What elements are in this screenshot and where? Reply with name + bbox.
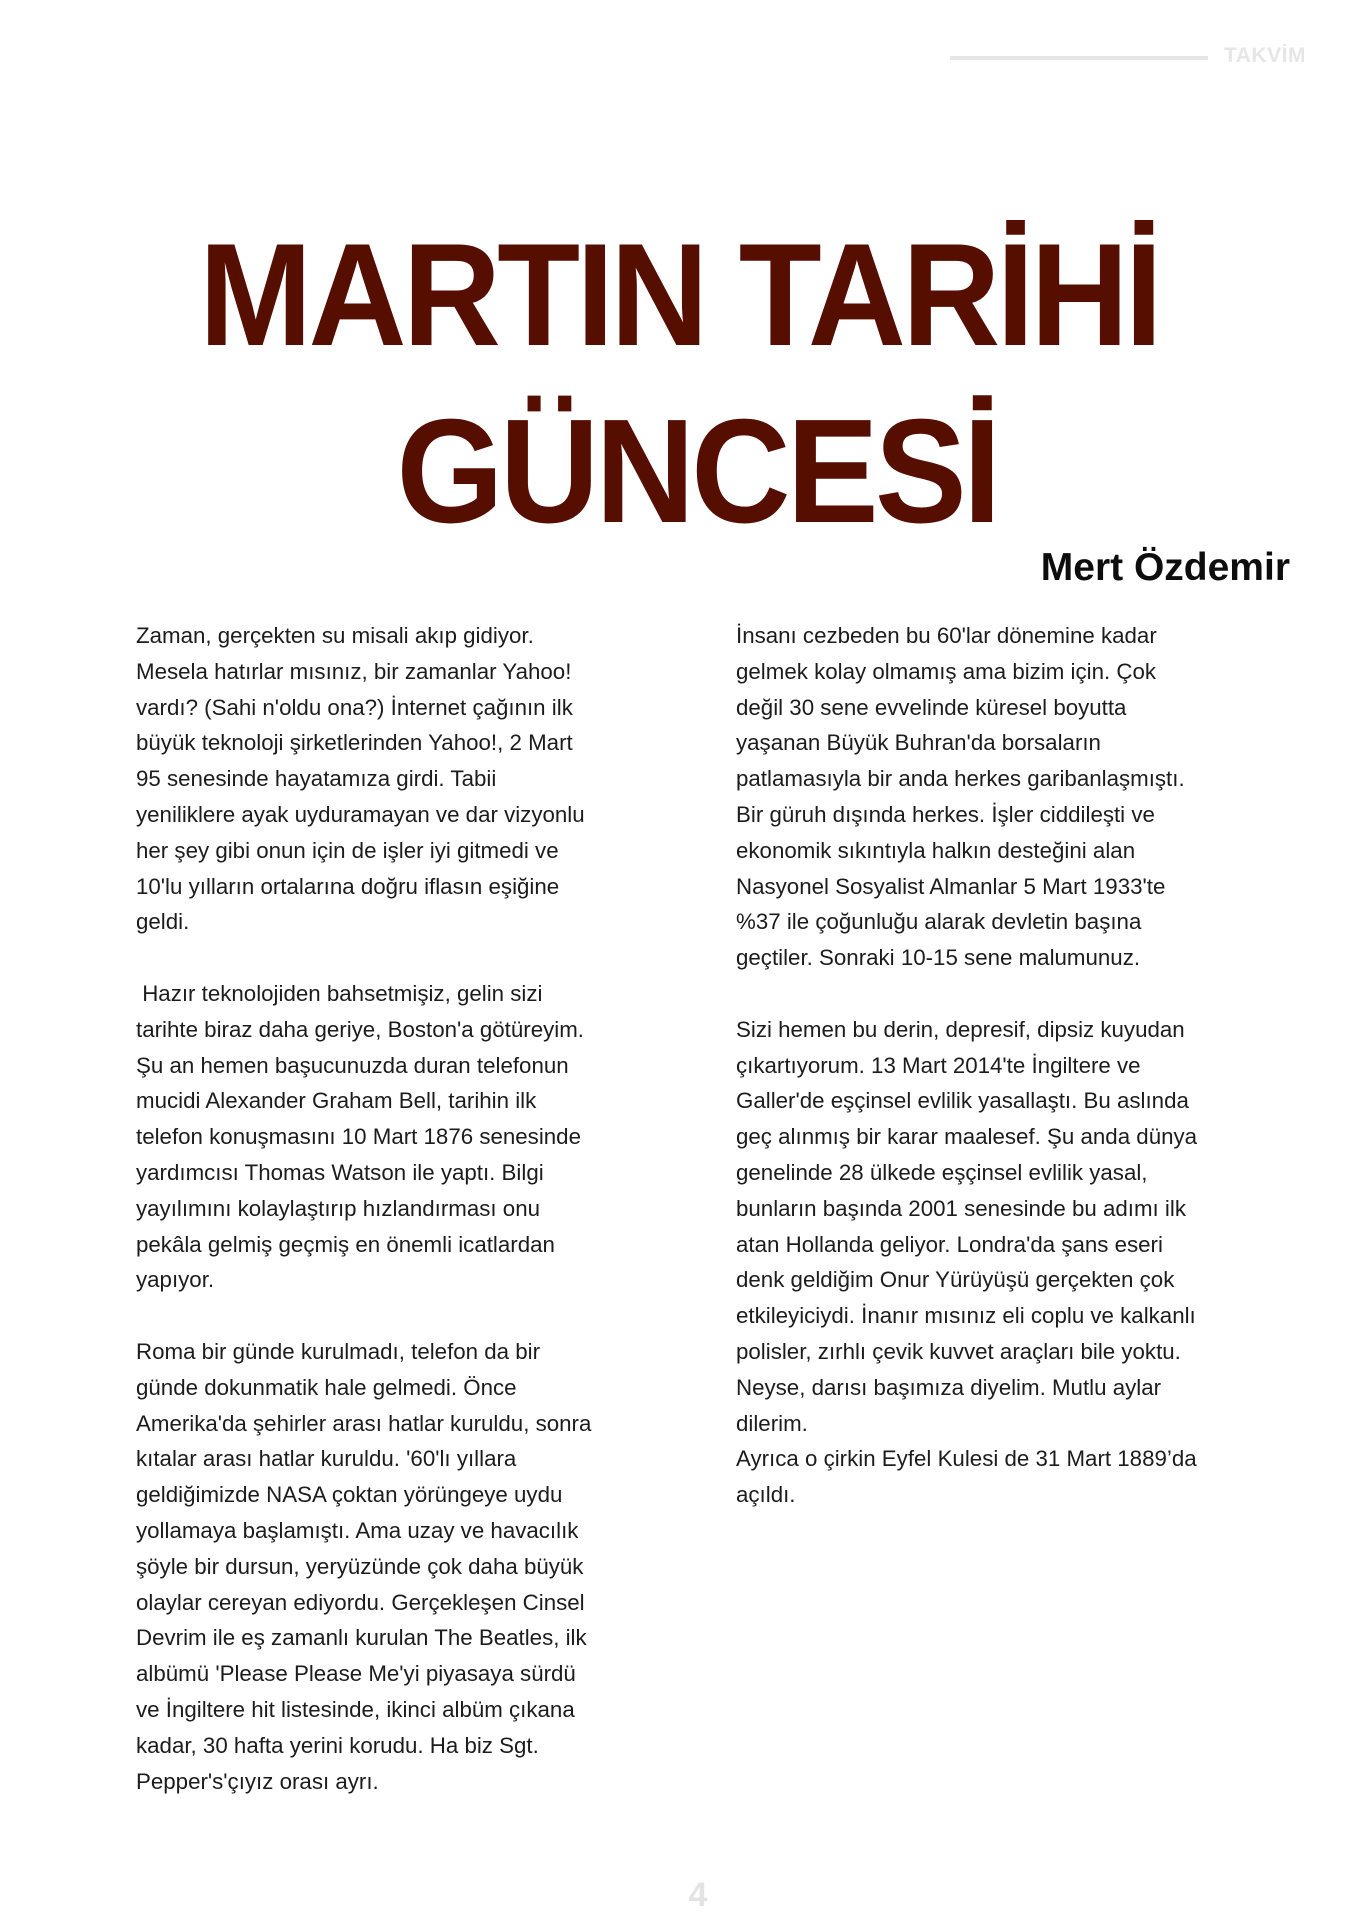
text-line: Galler'de eşçinsel evlilik yasallaştı. Bu aslında [736, 1088, 1189, 1114]
article-title-line-1 [0, 213, 1358, 376]
text-line: geldiğimizde NASA çoktan yörüngeye uydu [136, 1482, 563, 1508]
text-line: Bir güruh dışında herkes. İşler ciddileşti ve [736, 801, 1155, 827]
paragraph [136, 618, 696, 940]
text-line: albümü 'Please Please Me'yi piyasaya sürdü [136, 1661, 576, 1687]
text-line: her şey gibi onun için de işler iyi gitmedi ve [136, 837, 559, 863]
text-line: yardımcısı Thomas Watson ile yaptı. Bilgi [136, 1159, 544, 1185]
text-line: ekonomik sıkıntıyla halkın desteğini alan [736, 837, 1136, 863]
text-line: 10'lu yılların ortalarına doğru iflasın eşiğine [136, 873, 560, 899]
text-line: olaylar cereyan ediyordu. Gerçekleşen Cinsel [136, 1589, 585, 1615]
text-line: atan Hollanda geliyor. Londra'da şans eseri [736, 1231, 1163, 1257]
text-line: yeniliklere ayak uyduramayan ve dar vizyonlu [136, 801, 585, 827]
text-line: Mesela hatırlar mısınız, bir zamanlar Yahoo! [136, 658, 572, 684]
section-label: TAKVİM [1224, 44, 1306, 67]
text-line: dilerim. [736, 1410, 808, 1436]
text-line: değil 30 sene evvelinde küresel boyutta [736, 694, 1127, 720]
text-line: İnsanı cezbeden bu 60'lar dönemine kadar [736, 623, 1157, 648]
text-line: Ayrıca o çirkin Eyfel Kulesi de 31 Mart 1889’da [736, 1446, 1197, 1472]
text-line: Sizi hemen bu derin, depresif, dipsiz kuyudan [736, 1016, 1185, 1042]
text-line: mucidi Alexander Graham Bell, tarihin ilk [136, 1088, 537, 1114]
text-line: büyük teknoloji şirketlerinden Yahoo!, 2 Mart [136, 730, 573, 756]
page-number: 4 [688, 1876, 708, 1914]
paragraph [136, 1334, 696, 1799]
text-line: polisler, zırhlı çevik kuvvet araçları bile yoktu. [736, 1338, 1181, 1364]
text-line: patlamasıyla bir anda herkes garibanlaşmıştı. [736, 766, 1185, 792]
article-title-line-2 [0, 389, 1358, 554]
paragraph [136, 976, 696, 1298]
text-line: Hazır teknolojiden bahsetmişiz, gelin sizi [136, 980, 543, 1006]
text-line: 95 senesinde hayatamıza girdi. Tabii [136, 766, 497, 792]
text-line: Şu an hemen başucunuzda duran telefonun [136, 1052, 569, 1078]
text-line: genelinde 28 ülkede eşçinsel evlilik yasal, [736, 1159, 1148, 1185]
text-line: bunların başında 2001 senesinde bu adımı ilk [736, 1195, 1186, 1221]
text-line: geç alınmış bir karar maalesef. Şu anda dünya [736, 1124, 1198, 1150]
text-line: yayılımını kolaylaştırıp hızlandırması onu [136, 1195, 540, 1221]
title-text: MARTIN TARİHİ [199, 213, 1159, 376]
article-column-right [736, 618, 1316, 1513]
text-line: denk geldiğim Onur Yürüyüşü gerçekten çok [736, 1267, 1175, 1293]
text-line: Neyse, darısı başımıza diyelim. Mutlu aylar [736, 1374, 1162, 1400]
text-line: etkileyiciydi. İnanır mısınız eli coplu ve kalkanlı [736, 1303, 1196, 1329]
paragraph [736, 618, 1316, 976]
text-line: yapıyor. [136, 1267, 215, 1293]
text-line: kıtalar arası hatlar kuruldu. '60'lı yıllara [136, 1446, 517, 1472]
text-line: gelmek kolay olmamış ama bizim için. Çok [736, 658, 1157, 684]
text-line: yollamaya başlamıştı. Ama uzay ve havacılık [136, 1517, 579, 1543]
text-line: telefon konuşmasını 10 Mart 1876 senesinde [136, 1124, 581, 1150]
text-line: günde dokunmatik hale gelmedi. Önce [136, 1374, 517, 1400]
paragraph [736, 1441, 1316, 1513]
text-line: ve İngiltere hit listesinde, ikinci albüm çıkana [136, 1696, 575, 1722]
title-text: GÜNCESİ [396, 389, 998, 554]
text-line: Roma bir günde kurulmadı, telefon da bir [136, 1338, 541, 1364]
text-line: şöyle bir dursun, yeryüzünde çok daha büyük [136, 1553, 584, 1579]
text-line: %37 ile çoğunluğu alarak devletin başına [736, 909, 1142, 935]
header-divider [950, 56, 1208, 60]
text-line: geldi. [136, 909, 190, 935]
text-line: çıkartıyorum. 13 Mart 2014'te İngiltere ve [736, 1052, 1141, 1078]
article-column-left [136, 618, 696, 1799]
text-line: pekâla gelmiş geçmiş en önemli icatlardan [136, 1231, 555, 1257]
text-line: Pepper's'çıyız orası ayrı. [136, 1768, 379, 1794]
text-line: Zaman, gerçekten su misali akıp gidiyor. [136, 623, 534, 648]
text-line: Amerika'da şehirler arası hatlar kuruldu, sonra [136, 1410, 592, 1436]
text-line: tarihte biraz daha geriye, Boston'a götüreyim. [136, 1016, 584, 1042]
text-line: Devrim ile eş zamanlı kurulan The Beatles, ilk [136, 1625, 587, 1651]
text-line: vardı? (Sahi n'oldu ona?) İnternet çağının ilk [136, 694, 573, 720]
author-byline: Mert Özdemir [1040, 546, 1290, 589]
text-line: Nasyonel Sosyalist Almanlar 5 Mart 1933'te [736, 873, 1166, 899]
text-line: açıldı. [736, 1482, 796, 1508]
text-line: geçtiler. Sonraki 10-15 sene malumunuz. [736, 945, 1141, 971]
paragraph [736, 1012, 1316, 1442]
text-line: kadar, 30 hafta yerini korudu. Ha biz Sgt. [136, 1732, 539, 1758]
text-line: yaşanan Büyük Buhran'da borsaların [736, 730, 1101, 756]
